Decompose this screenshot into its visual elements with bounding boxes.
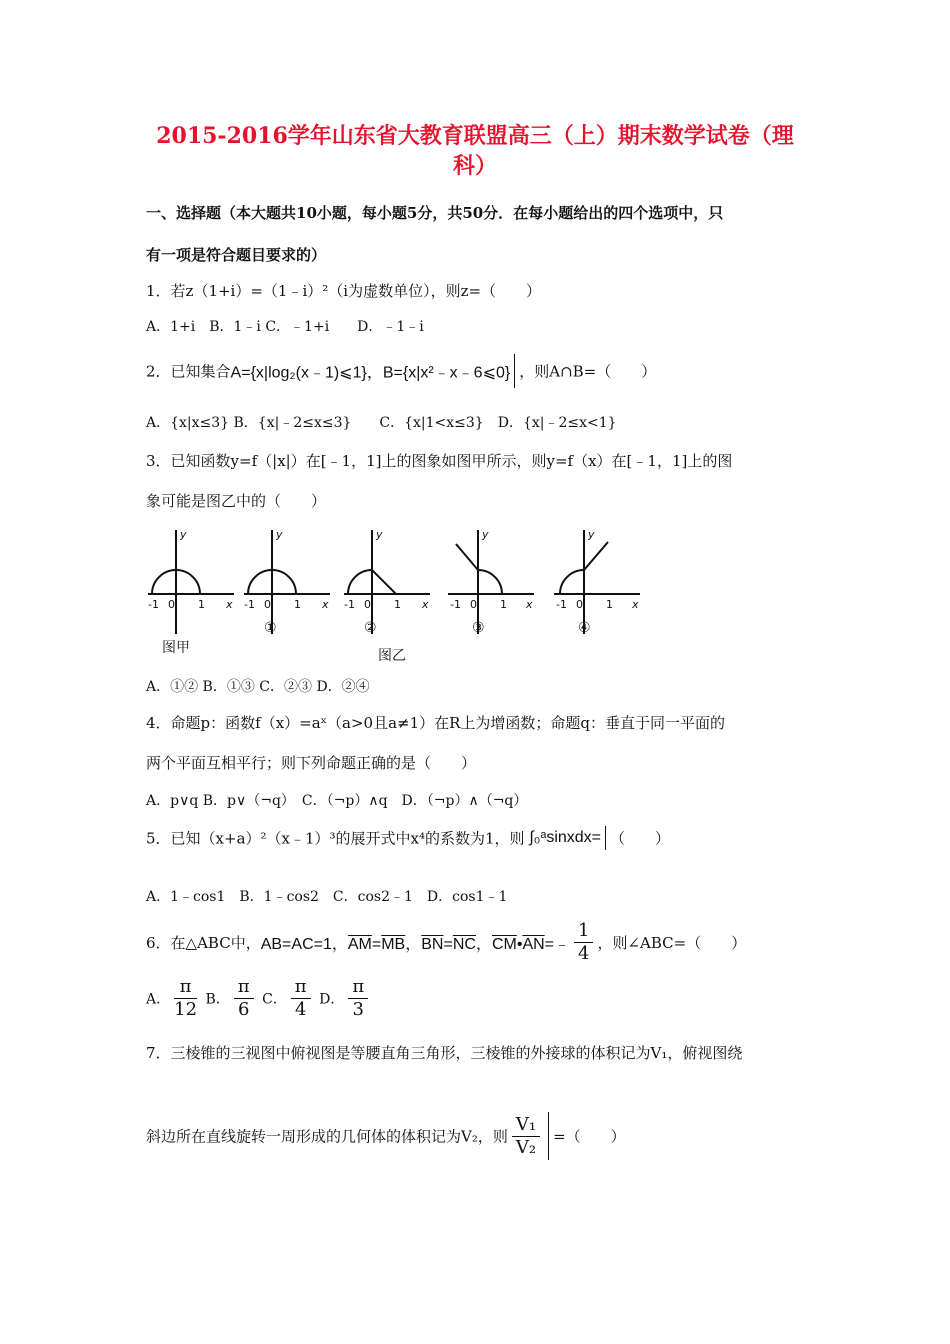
- fraction-one-quarter: [574, 920, 593, 965]
- fraction-denominator: 4: [578, 943, 590, 964]
- question-6-prefix: 6．在△ABC中，: [146, 934, 261, 952]
- section-heading-line2: 有一项是符合题目要求的）: [146, 246, 327, 264]
- paper-title-line2: 科）: [452, 153, 497, 179]
- paper-title-line1: 2015-2016学年山东省大教育联盟高三（上）期末数学试卷（理: [156, 123, 794, 149]
- option-b-label: B．: [205, 991, 230, 1008]
- equals-minus: =﹣: [544, 936, 571, 953]
- tick-zero: 0: [576, 598, 583, 611]
- graph-3: [448, 530, 534, 634]
- graph-2: [344, 530, 430, 634]
- question-2-stem: [146, 354, 656, 388]
- tick-neg: -1: [244, 598, 255, 611]
- fraction-denominator: 6: [237, 999, 250, 1020]
- vector-nc: $\overline{NC}$: [452, 936, 476, 953]
- fraction-denominator: V₂: [515, 1136, 537, 1158]
- option-a-fraction: [174, 976, 197, 1021]
- axis-x-label: x: [526, 598, 533, 611]
- graph-1: [244, 530, 330, 634]
- question-5-options: A．1﹣cos1 B．1﹣cos2 C．cos2﹣1 D．cos1﹣1: [146, 889, 508, 905]
- graph-4: [554, 530, 640, 634]
- tick-neg: -1: [344, 598, 355, 611]
- question-7-suffix: =（ ）: [553, 1127, 626, 1146]
- question-4-stem-line2: 两个平面互相平行；则下列命题正确的是（ ）: [146, 754, 477, 772]
- option-a-label: A．: [146, 991, 171, 1008]
- question-2-set-expression: A={x|log₂(x﹣1)⩽1}，B={x|x²﹣x﹣6⩽0}: [230, 364, 511, 382]
- tick-pos: 1: [294, 598, 301, 611]
- tick-neg: -1: [450, 598, 461, 611]
- option-d-fraction: [348, 976, 368, 1021]
- question-2-options: A．{x|x≤3} B．{x|﹣2≤x≤3} C．{x|1<x≤3} D．{x|﹣2≤x<1}: [146, 415, 617, 431]
- tick-pos: 1: [394, 598, 401, 611]
- question-6-expression: [261, 936, 570, 953]
- question-3-stem-line1: 3．已知函数y=f（|x|）在[﹣1，1]上的图象如图甲所示，则y=f（x）在[﹣1，1]上的图: [146, 452, 733, 470]
- vector-mb: $\overline{MB}$: [381, 936, 406, 953]
- axis-y-label: y: [180, 528, 187, 541]
- fraction-numerator: π: [174, 976, 197, 999]
- question-7-prefix: 斜边所在直线旋转一周形成的几何体的体积记为V₂，则: [146, 1127, 508, 1146]
- section-heading-line1: 一、选择题（本大题共10小题，每小题5分，共50分．在每小题给出的四个选项中，只: [146, 204, 724, 222]
- question-1-options: A．1+i B．1﹣i C．﹣1+i D．﹣1﹣i: [146, 319, 424, 335]
- figure-mark-1: ①: [264, 620, 277, 636]
- option-d-label: D．: [319, 991, 345, 1008]
- vector-an: $\overline{AN}$: [522, 936, 545, 953]
- fraction-denominator: 4: [294, 999, 307, 1020]
- question-7-stem-line1: 7．三棱锥的三视图中俯视图是等腰直角三角形，三棱锥的外接球的体积记为V₁，俯视图绕: [146, 1044, 743, 1062]
- axis-y-label: y: [482, 528, 489, 541]
- tick-pos: 1: [606, 598, 613, 611]
- formula-border: [605, 826, 606, 850]
- tick-neg: -1: [148, 598, 159, 611]
- question-6-options: [146, 976, 372, 1021]
- fraction-denominator: 3: [352, 999, 364, 1020]
- option-c-fraction: [291, 976, 311, 1021]
- question-3-options: A．①② B．①③ C．②③ D．②④: [146, 679, 370, 695]
- separator: ，: [475, 936, 492, 953]
- equals: =: [371, 936, 382, 953]
- fraction-numerator: 1: [574, 920, 593, 943]
- figure-mark-3: ③: [472, 620, 485, 636]
- tick-zero: 0: [264, 598, 271, 611]
- question-5-stem: [146, 826, 670, 850]
- question-4-options: A．p∨q B．p∨（¬q） C．（¬p）∧q D．（¬p）∧（¬q）: [146, 793, 528, 809]
- axis-y-label: y: [588, 528, 595, 541]
- formula-border: [548, 1112, 549, 1160]
- question-4-stem-line1: 4．命题p：函数f（x）=aˣ（a>0且a≠1）在R上为增函数；命题q：垂直于同一平面的: [146, 714, 726, 732]
- equals: =: [443, 936, 453, 953]
- axis-x-label: x: [632, 598, 639, 611]
- axis-x-label: x: [226, 598, 233, 611]
- graph-jia: [148, 530, 234, 634]
- expr-ab-ac: AB=AC=1，: [260, 936, 348, 953]
- axis-y-label: y: [276, 528, 283, 541]
- vector-am: $\overline{AM}$: [347, 936, 372, 953]
- question-6-suffix: ，则∠ABC=（ ）: [597, 934, 747, 952]
- fraction-numerator: π: [291, 976, 311, 999]
- vector-bn: $\overline{BN}$: [421, 936, 444, 953]
- fraction-denominator: 12: [174, 999, 198, 1020]
- vector-cm: $\overline{CM}$: [491, 936, 517, 953]
- question-3-stem-line2: 象可能是图乙中的（ ）: [146, 492, 327, 510]
- axis-x-label: x: [322, 598, 329, 611]
- separator: ，: [405, 936, 422, 953]
- fraction-numerator: π: [348, 976, 368, 999]
- question-3-figure: [146, 524, 642, 666]
- figure-mark-4: ④: [578, 620, 591, 636]
- option-b-fraction: [234, 976, 254, 1021]
- tick-pos: 1: [500, 598, 507, 611]
- option-c-label: C．: [262, 991, 287, 1008]
- question-5-integral: ∫₀ᵃsinxdx=: [529, 829, 602, 846]
- fraction-v1-v2: [512, 1114, 540, 1159]
- formula-border: [514, 354, 515, 388]
- figure-mark-2: ②: [364, 620, 377, 636]
- fraction-numerator: V₁: [512, 1114, 540, 1137]
- tick-neg: -1: [556, 598, 567, 611]
- question-2-suffix: ，则A∩B=（ ）: [519, 362, 657, 381]
- fraction-numerator: π: [234, 976, 254, 999]
- question-5-prefix: 5．已知（x+a）²（x﹣1）³的展开式中x⁴的系数为1，则: [146, 829, 525, 848]
- tick-zero: 0: [470, 598, 477, 611]
- question-7-stem-line2: [146, 1112, 626, 1160]
- axis-x-label: x: [422, 598, 429, 611]
- tick-zero: 0: [364, 598, 371, 611]
- question-2-prefix: 2．已知集合: [146, 362, 231, 381]
- axis-y-label: y: [376, 528, 383, 541]
- question-5-suffix: （ ）: [610, 829, 671, 848]
- tick-pos: 1: [198, 598, 205, 611]
- question-1-stem: 1．若z（1+i）=（1﹣i）²（i为虚数单位），则z=（ ）: [146, 282, 542, 300]
- figure-label-yi: 图乙: [378, 648, 406, 664]
- function-graphs: [146, 524, 642, 666]
- dot-operator: •: [516, 936, 523, 953]
- question-6-stem: [146, 920, 746, 965]
- figure-label-jia: 图甲: [162, 640, 190, 656]
- tick-zero: 0: [168, 598, 175, 611]
